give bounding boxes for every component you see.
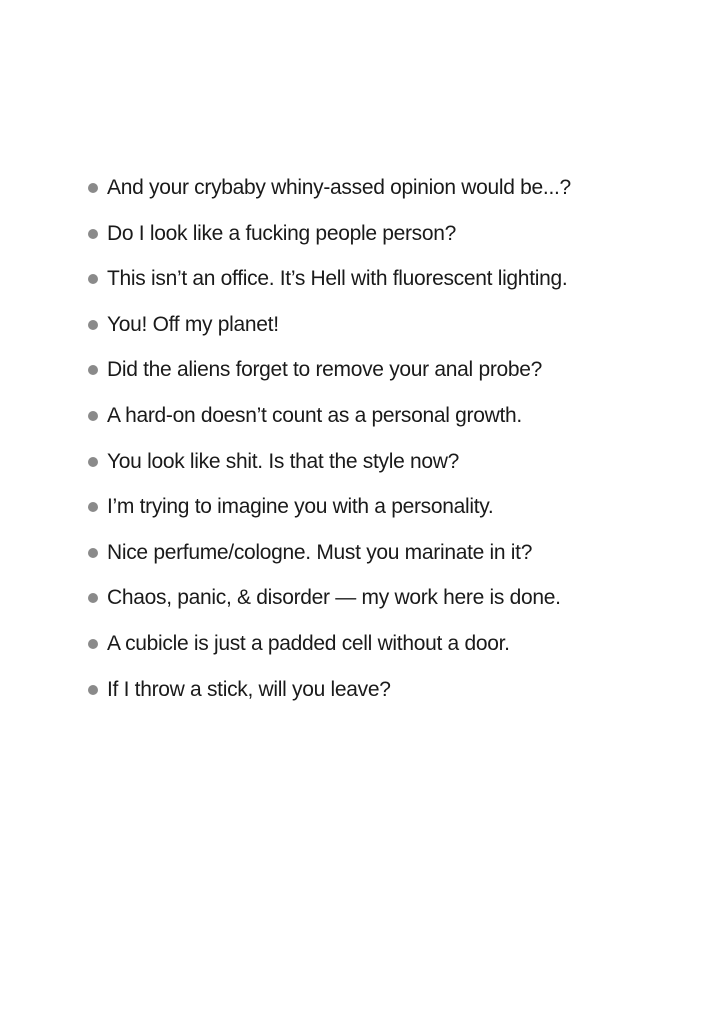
quote-text: A cubicle is just a padded cell without a door. <box>107 631 510 655</box>
list-item <box>86 305 571 351</box>
quote-text: I’m trying to imagine you with a personality. <box>107 495 494 519</box>
bullet-icon <box>88 229 98 239</box>
list-item <box>86 442 571 488</box>
bullet-icon <box>88 685 98 695</box>
quote-list <box>86 168 571 715</box>
list-item <box>86 670 571 716</box>
quote-text: This isn’t an office. It’s Hell with fluorescent lighting. <box>107 267 568 291</box>
bullet-icon <box>88 548 98 558</box>
quote-text: A hard-on doesn’t count as a personal growth. <box>107 403 522 427</box>
quote-text: Nice perfume/cologne. Must you marinate in it? <box>107 540 533 564</box>
list-item <box>86 624 571 670</box>
list-item <box>86 487 571 533</box>
list-item <box>86 396 571 442</box>
bullet-icon <box>88 274 98 284</box>
quote-text: If I throw a stick, will you leave? <box>107 677 391 701</box>
bullet-icon <box>88 411 98 421</box>
quote-text: And your crybaby whiny-assed opinion would be...? <box>107 176 571 199</box>
list-item <box>86 533 571 579</box>
quote-text: You look like shit. Is that the style now? <box>107 449 459 473</box>
quote-text: Chaos, panic, & disorder — my work here is done. <box>107 586 561 610</box>
list-item <box>86 578 571 624</box>
quote-text: Did the aliens forget to remove your anal probe? <box>107 358 543 382</box>
bullet-icon <box>88 593 98 603</box>
bullet-icon <box>88 320 98 330</box>
bullet-icon <box>88 639 98 649</box>
bullet-icon <box>88 457 98 467</box>
list-item <box>86 214 571 260</box>
list-item <box>86 350 571 396</box>
list-item <box>86 168 571 214</box>
quote-text: You! Off my planet! <box>107 312 279 336</box>
list-item <box>86 259 571 305</box>
bullet-icon <box>88 502 98 512</box>
bullet-icon <box>88 365 98 375</box>
bullet-icon <box>88 183 98 193</box>
quote-text: Do I look like a fucking people person? <box>107 221 457 245</box>
